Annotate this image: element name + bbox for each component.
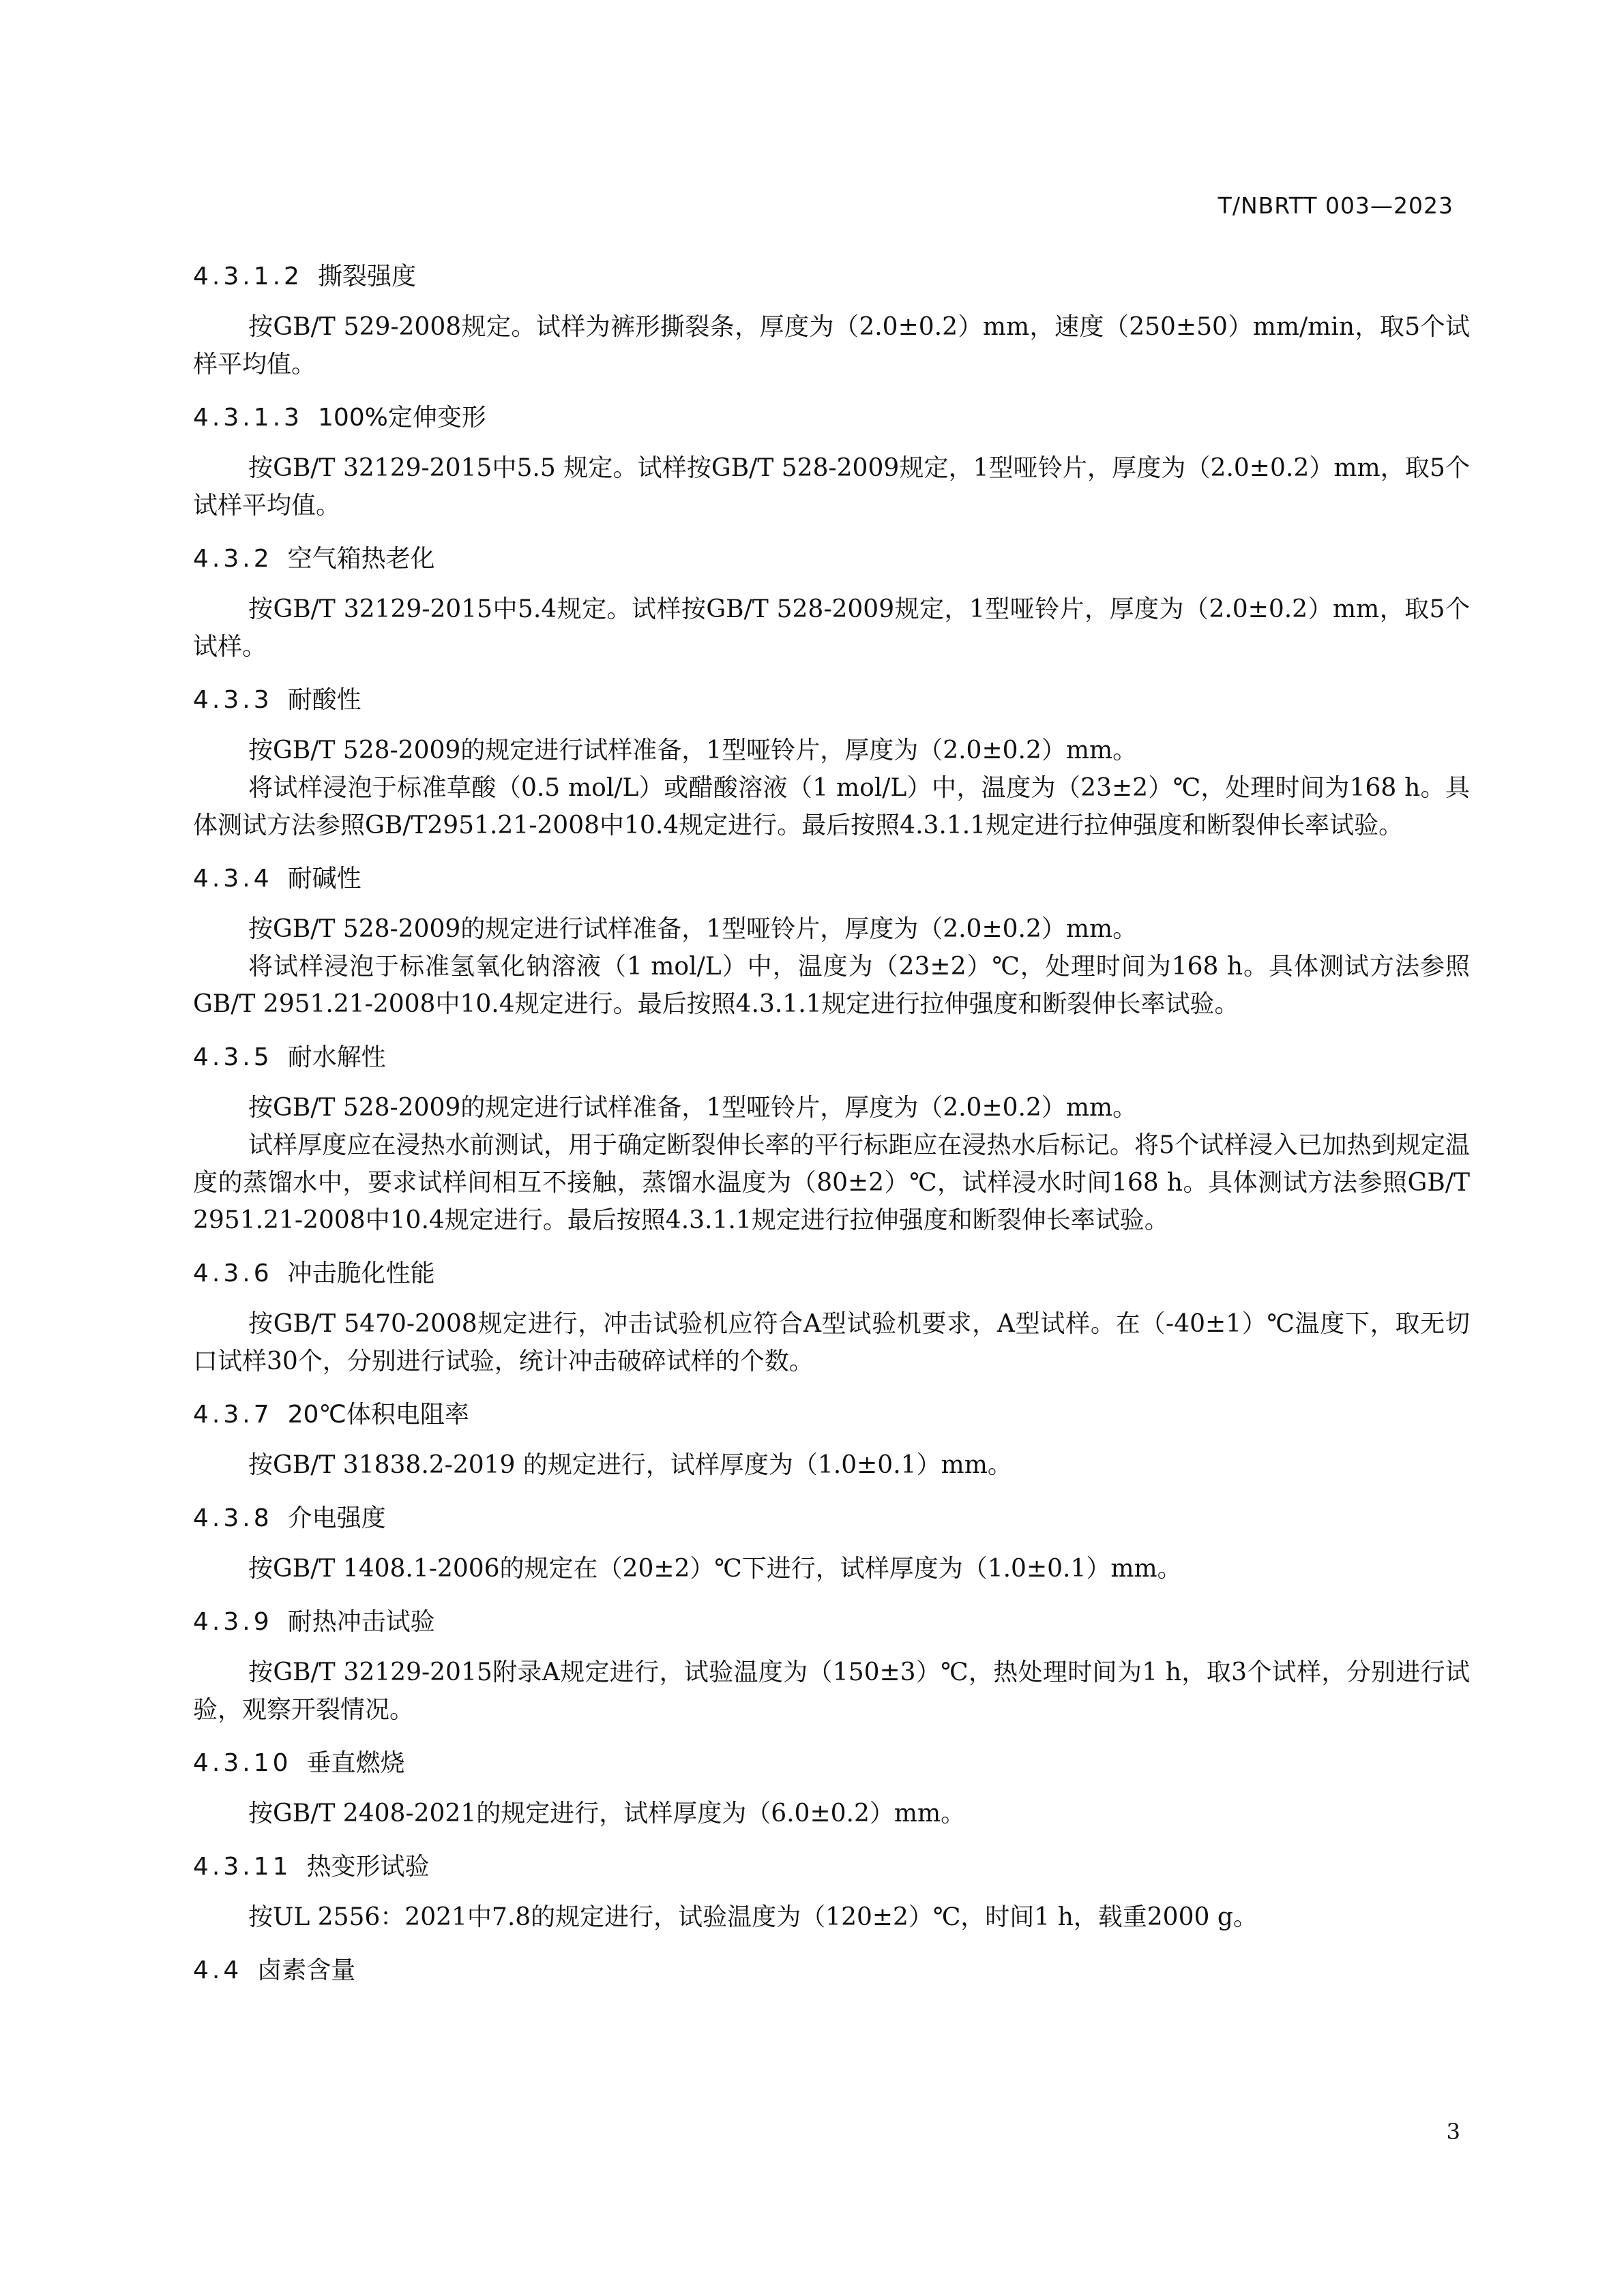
section-heading [193, 1256, 1470, 1292]
section-number: 4.3.4 [193, 865, 273, 893]
section-number: 4.3.8 [193, 1504, 273, 1532]
paragraph: 按GB/T 1408.1-2006的规定在（20±2）℃下进行，试样厚度为（1.0±0.1）mm。 [248, 1555, 1182, 1583]
section-heading [193, 683, 1470, 718]
document-body [193, 259, 1470, 2002]
document-code: T/NBRTT 003—2023 [1217, 192, 1453, 219]
section-number: 4.3.7 [193, 1401, 273, 1429]
section-heading [193, 541, 1470, 577]
section-title: 空气箱热老化 [287, 545, 435, 573]
section-title: 介电强度 [287, 1504, 386, 1532]
paragraph: 按GB/T 528-2009的规定进行试样准备，1型哑铃片，厚度为（2.0±0.2）mm。 [248, 736, 1138, 764]
section-heading [193, 861, 1470, 897]
section-number: 4.3.9 [193, 1608, 273, 1636]
section-number: 4.3.3 [193, 686, 273, 714]
section-number: 4.3.6 [193, 1259, 273, 1287]
section-heading [193, 400, 1470, 436]
paragraph: 按GB/T 31838.2-2019 的规定进行，试样厚度为（1.0±0.1）mm。 [248, 1451, 1012, 1479]
section-title: 卤素含量 [257, 1956, 356, 1984]
paragraph: 将试样浸泡于标准氢氧化钠溶液（1 mol/L）中，温度为（23±2）℃，处理时间为168 h。具体测试方法参照GB/T 2951.21-2008中10.4规定进行。最后按照4.3.1.1规定进行拉伸强度和断裂伸长率试验。 [193, 953, 1470, 1018]
page-number: 3 [1446, 2119, 1460, 2145]
section-title: 撕裂强度 [317, 263, 416, 290]
section-heading [193, 259, 1470, 295]
section-number: 4.3.1.2 [193, 263, 303, 290]
section-heading [193, 1849, 1470, 1885]
paragraph: 按GB/T 5470-2008规定进行，冲击试验机应符合A型试验机要求，A型试样。在（-40±1）℃温度下，取无切口试样30个，分别进行试验，统计冲击破碎试样的个数。 [193, 1310, 1470, 1375]
section-heading [193, 1746, 1470, 1781]
section-title: 耐碱性 [287, 865, 361, 893]
section-title: 冲击脆化性能 [287, 1259, 435, 1287]
paragraph: 按GB/T 528-2009的规定进行试样准备，1型哑铃片，厚度为（2.0±0.2）mm。 [248, 1094, 1138, 1122]
paragraph: 按GB/T 529-2008规定。试样为裤形撕裂条，厚度为（2.0±0.2）mm，速度（250±50）mm/min，取5个试样平均值。 [193, 313, 1470, 378]
paragraph: 按GB/T 32129-2015中5.5 规定。试样按GB/T 528-2009规定，1型哑铃片，厚度为（2.0±0.2）mm，取5个试样平均值。 [193, 454, 1470, 520]
section-title: 耐水解性 [287, 1043, 386, 1071]
section-heading [193, 1501, 1470, 1536]
section-number: 4.3.5 [193, 1043, 273, 1071]
section-number: 4.3.1.3 [193, 404, 303, 432]
section-title: 热变形试验 [306, 1853, 430, 1881]
section-heading [193, 1040, 1470, 1075]
section-heading [193, 1953, 1470, 1988]
paragraph: 按GB/T 32129-2015中5.4规定。试样按GB/T 528-2009规定，1型哑铃片，厚度为（2.0±0.2）mm，取5个试样。 [193, 595, 1470, 661]
section-number: 4.4 [193, 1956, 243, 1984]
paragraph: 将试样浸泡于标准草酸（0.5 mol/L）或醋酸溶液（1 mol/L）中，温度为（23±2）℃，处理时间为168 h。具体测试方法参照GB/T2951.21-2008中10.4规定进行。最后按照4.3.1.1规定进行拉伸强度和断裂伸长率试验。 [193, 774, 1470, 839]
section-title: 垂直燃烧 [306, 1749, 405, 1777]
section-title: 耐酸性 [287, 686, 361, 714]
paragraph: 按GB/T 528-2009的规定进行试样准备，1型哑铃片，厚度为（2.0±0.2）mm。 [248, 915, 1138, 943]
section-heading [193, 1605, 1470, 1640]
section-number: 4.3.10 [193, 1749, 292, 1777]
section-number: 4.3.11 [193, 1853, 292, 1881]
paragraph: 按UL 2556：2021中7.8的规定进行，试验温度为（120±2）℃，时间1 h，载重2000 g。 [248, 1903, 1258, 1931]
section-heading [193, 1397, 1470, 1433]
section-title: 100%定伸变形 [317, 404, 486, 432]
paragraph: 按GB/T 2408-2021的规定进行，试样厚度为（6.0±0.2）mm。 [248, 1800, 966, 1828]
paragraph: 试样厚度应在浸热水前测试，用于确定断裂伸长率的平行标距应在浸热水后标记。将5个试样浸入已加热到规定温度的蒸馏水中，要求试样间相互不接触，蒸馏水温度为（80±2）℃，试样浸水时间168 h。具体测试方法参照GB/T 2951.21-2008中10.4规定进行。最后按照4.3.1.1规定进行拉伸强度和断裂伸长率试验。 [193, 1131, 1470, 1234]
section-title: 20℃体积电阻率 [287, 1401, 469, 1429]
section-title: 耐热冲击试验 [287, 1608, 435, 1636]
paragraph: 按GB/T 32129-2015附录A规定进行，试验温度为（150±3）℃，热处理时间为1 h，取3个试样，分别进行试验，观察开裂情况。 [193, 1658, 1470, 1724]
section-number: 4.3.2 [193, 545, 273, 573]
